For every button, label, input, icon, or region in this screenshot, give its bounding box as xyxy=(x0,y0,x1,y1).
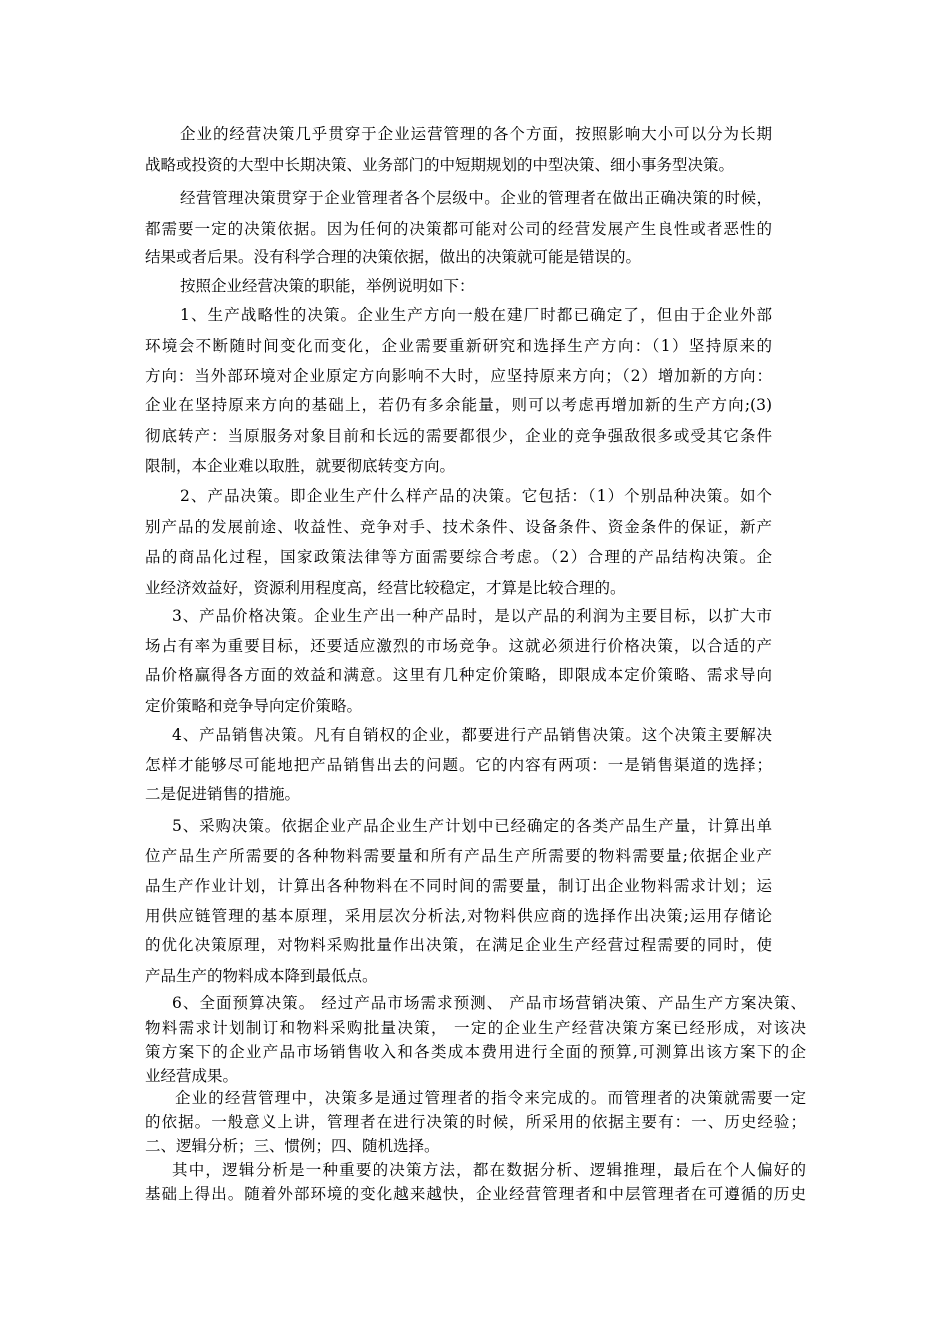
text-line: 的依据。一般意义上讲，管理者在进行决策的时候，所采用的依据主要有：一、历史经验； xyxy=(145,1113,806,1131)
text-line: 2、产品决策。即企业生产什么样产品的决策。它包括：（1）个别品种决策。如个 xyxy=(180,487,772,505)
text-line: 二是促进销售的措施。 xyxy=(145,785,301,803)
text-line: 都需要一定的决策依据。因为任何的决策都可能对公司的经营发展产生良性或者恶性的 xyxy=(145,220,772,238)
text-line: 结果或者后果。没有科学合理的决策依据，做出的决策就可能是错误的。 xyxy=(145,248,642,266)
text-line: 品价格赢得各方面的效益和满意。这里有几种定价策略，即限成本定价策略、需求导向 xyxy=(145,666,772,684)
text-line: 战略或投资的大型中长期决策、业务部门的中短期规划的中型决策、细小事务型决策。 xyxy=(145,156,735,174)
text-line: 按照企业经营决策的职能，举例说明如下： xyxy=(180,277,475,295)
text-line: 方向：当外部环境对企业原定方向影响不大时，应坚持原来方向；（2）增加新的方向： xyxy=(145,367,772,385)
text-line: 企业的经营管理中，决策多是通过管理者的指令来完成的。而管理者的决策就需要一定 xyxy=(175,1089,806,1107)
text-line: 5、采购决策。依据企业产品企业生产计划中已经确定的各类产品生产量，计算出单 xyxy=(172,817,772,835)
text-line: 环境会不断随时间变化而变化，企业需要重新研究和选择生产方向：（1）坚持原来的 xyxy=(145,337,772,355)
text-line: 业经营成果。 xyxy=(145,1067,239,1085)
text-line: 产品生产的物料成本降到最低点。 xyxy=(145,967,378,985)
text-line: 4、产品销售决策。凡有自销权的企业，都要进行产品销售决策。这个决策主要解决 xyxy=(172,726,772,744)
text-line: 企业在坚持原来方向的基础上，若仍有多余能量，则可以考虑再增加新的生产方向;(3) xyxy=(145,396,772,414)
text-line: 用供应链管理的基本原理，采用层次分析法,对物料供应商的选择作出决策;运用存储论 xyxy=(145,907,772,925)
text-line: 6、全面预算决策。 经过产品市场需求预测、 产品市场营销决策、产品生产方案决策、 xyxy=(172,994,806,1012)
text-line: 业经济效益好，资源利用程度高，经营比较稳定，才算是比较合理的。 xyxy=(145,579,626,597)
text-line: 定价策略和竞争导向定价策略。 xyxy=(145,697,363,715)
text-line: 企业的经营决策几乎贯穿于企业运营管理的各个方面，按照影响大小可以分为长期 xyxy=(180,125,772,143)
text-line: 基础上得出。随着外部环境的变化越来越快，企业经营管理者和中层管理者在可遵循的历史 xyxy=(145,1185,806,1203)
text-line: 限制，本企业难以取胜，就要彻底转变方向。 xyxy=(145,457,456,475)
text-line: 1、生产战略性的决策。企业生产方向一般在建厂时都已确定了，但由于企业外部 xyxy=(180,306,772,324)
text-line: 场占有率为重要目标，还要适应激烈的市场竞争。这就必须进行价格决策，以合适的产 xyxy=(145,637,772,655)
text-line: 策方案下的企业产品市场销售收入和各类成本费用进行全面的预算,可测算出该方案下的企 xyxy=(145,1043,806,1061)
text-line: 位产品生产所需要的各种物料需要量和所有产品生产所需要的物料需要量;依据企业产 xyxy=(145,847,772,865)
text-line: 其中，逻辑分析是一种重要的决策方法，都在数据分析、逻辑推理，最后在个人偏好的 xyxy=(172,1161,806,1179)
text-line: 经营管理决策贯穿于企业管理者各个层级中。企业的管理者在做出正确决策的时候， xyxy=(180,189,772,207)
text-line: 别产品的发展前途、收益性、竞争对手、技术条件、设备条件、资金条件的保证，新产 xyxy=(145,518,772,536)
text-line: 二、逻辑分析；三、惯例；四、随机选择。 xyxy=(145,1137,440,1155)
text-line: 物料需求计划制订和物料采购批量决策， 一定的企业生产经营决策方案已经形成，对该决 xyxy=(145,1019,806,1037)
text-line: 3、产品价格决策。企业生产出一种产品时，是以产品的利润为主要目标，以扩大市 xyxy=(172,607,772,625)
text-line: 怎样才能够尽可能地把产品销售出去的问题。它的内容有两项：一是销售渠道的选择； xyxy=(145,756,772,774)
text-line: 彻底转产：当原服务对象目前和长远的需要都很少，企业的竞争强敌很多或受其它条件 xyxy=(145,427,772,445)
text-line: 的优化决策原理，对物料采购批量作出决策，在满足企业生产经营过程需要的同时，使 xyxy=(145,936,772,954)
text-line: 品生产作业计划，计算出各种物料在不同时间的需要量，制订出企业物料需求计划；运 xyxy=(145,877,772,895)
text-line: 品的商品化过程，国家政策法律等方面需要综合考虑。（2）合理的产品结构决策。企 xyxy=(145,548,772,566)
